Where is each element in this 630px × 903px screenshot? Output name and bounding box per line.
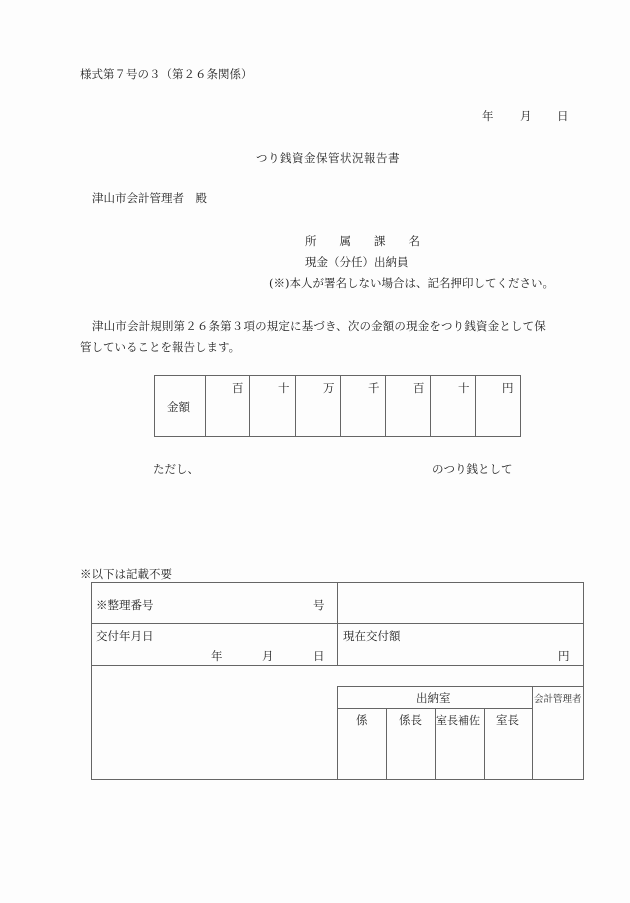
sender-department-label: 所 属 課 名 — [305, 234, 420, 248]
amount-unit-yen: 円 — [502, 381, 514, 395]
amount-unit-ten-million: 十 — [278, 381, 290, 395]
amount-unit-ten: 十 — [458, 381, 470, 395]
stamp-column-staff: 係 — [356, 713, 368, 727]
sender-cashier-label: 現金（分任）出納員 — [305, 255, 409, 269]
date-year-label: 年 — [482, 109, 494, 123]
document-title: つり銭資金保管状況報告書 — [256, 151, 400, 165]
issue-date-year: 年 — [211, 649, 223, 663]
proviso-prefix: ただし、 — [153, 462, 199, 476]
stamp-column-deputy-director: 室長補佐 — [436, 714, 480, 727]
body-text-line-2: 管していることを報告します。 — [80, 340, 241, 354]
issue-date-month: 月 — [262, 649, 274, 663]
date-day-label: 日 — [557, 109, 569, 123]
office-use-heading: ※以下は記載不要 — [80, 567, 172, 581]
issue-date-day: 日 — [313, 649, 325, 663]
signature-note: (※)本人が署名しない場合は、記名押印してください。 — [269, 276, 554, 290]
amount-label: 金額 — [167, 400, 190, 414]
reference-number-label: ※整理番号 — [96, 598, 154, 612]
issue-date-label: 交付年月日 — [96, 629, 154, 643]
amount-unit-hundred: 百 — [413, 381, 425, 395]
amount-unit-ten-thousand: 万 — [323, 381, 335, 395]
accounting-manager-label: 会計管理者 — [534, 694, 582, 705]
amount-unit-hundred-million: 百 — [232, 381, 244, 395]
form-number: 様式第７号の３（第２６条関係） — [80, 67, 253, 81]
amount-unit-thousand: 千 — [368, 381, 380, 395]
addressee: 津山市会計管理者 殿 — [92, 191, 207, 205]
stamp-group-label: 出納室 — [416, 691, 451, 705]
current-amount-unit: 円 — [558, 649, 570, 663]
body-text-line-1: 津山市会計規則第２６条第３項の規定に基づき、次の金額の現金をつり銭資金として保 — [92, 319, 546, 333]
stamp-column-director: 室長 — [496, 713, 519, 727]
reference-number-suffix: 号 — [313, 598, 325, 612]
current-amount-label: 現在交付額 — [343, 629, 401, 643]
stamp-column-chief: 係長 — [399, 713, 422, 727]
date-month-label: 月 — [520, 109, 532, 123]
proviso-suffix: のつり銭として — [432, 462, 513, 476]
